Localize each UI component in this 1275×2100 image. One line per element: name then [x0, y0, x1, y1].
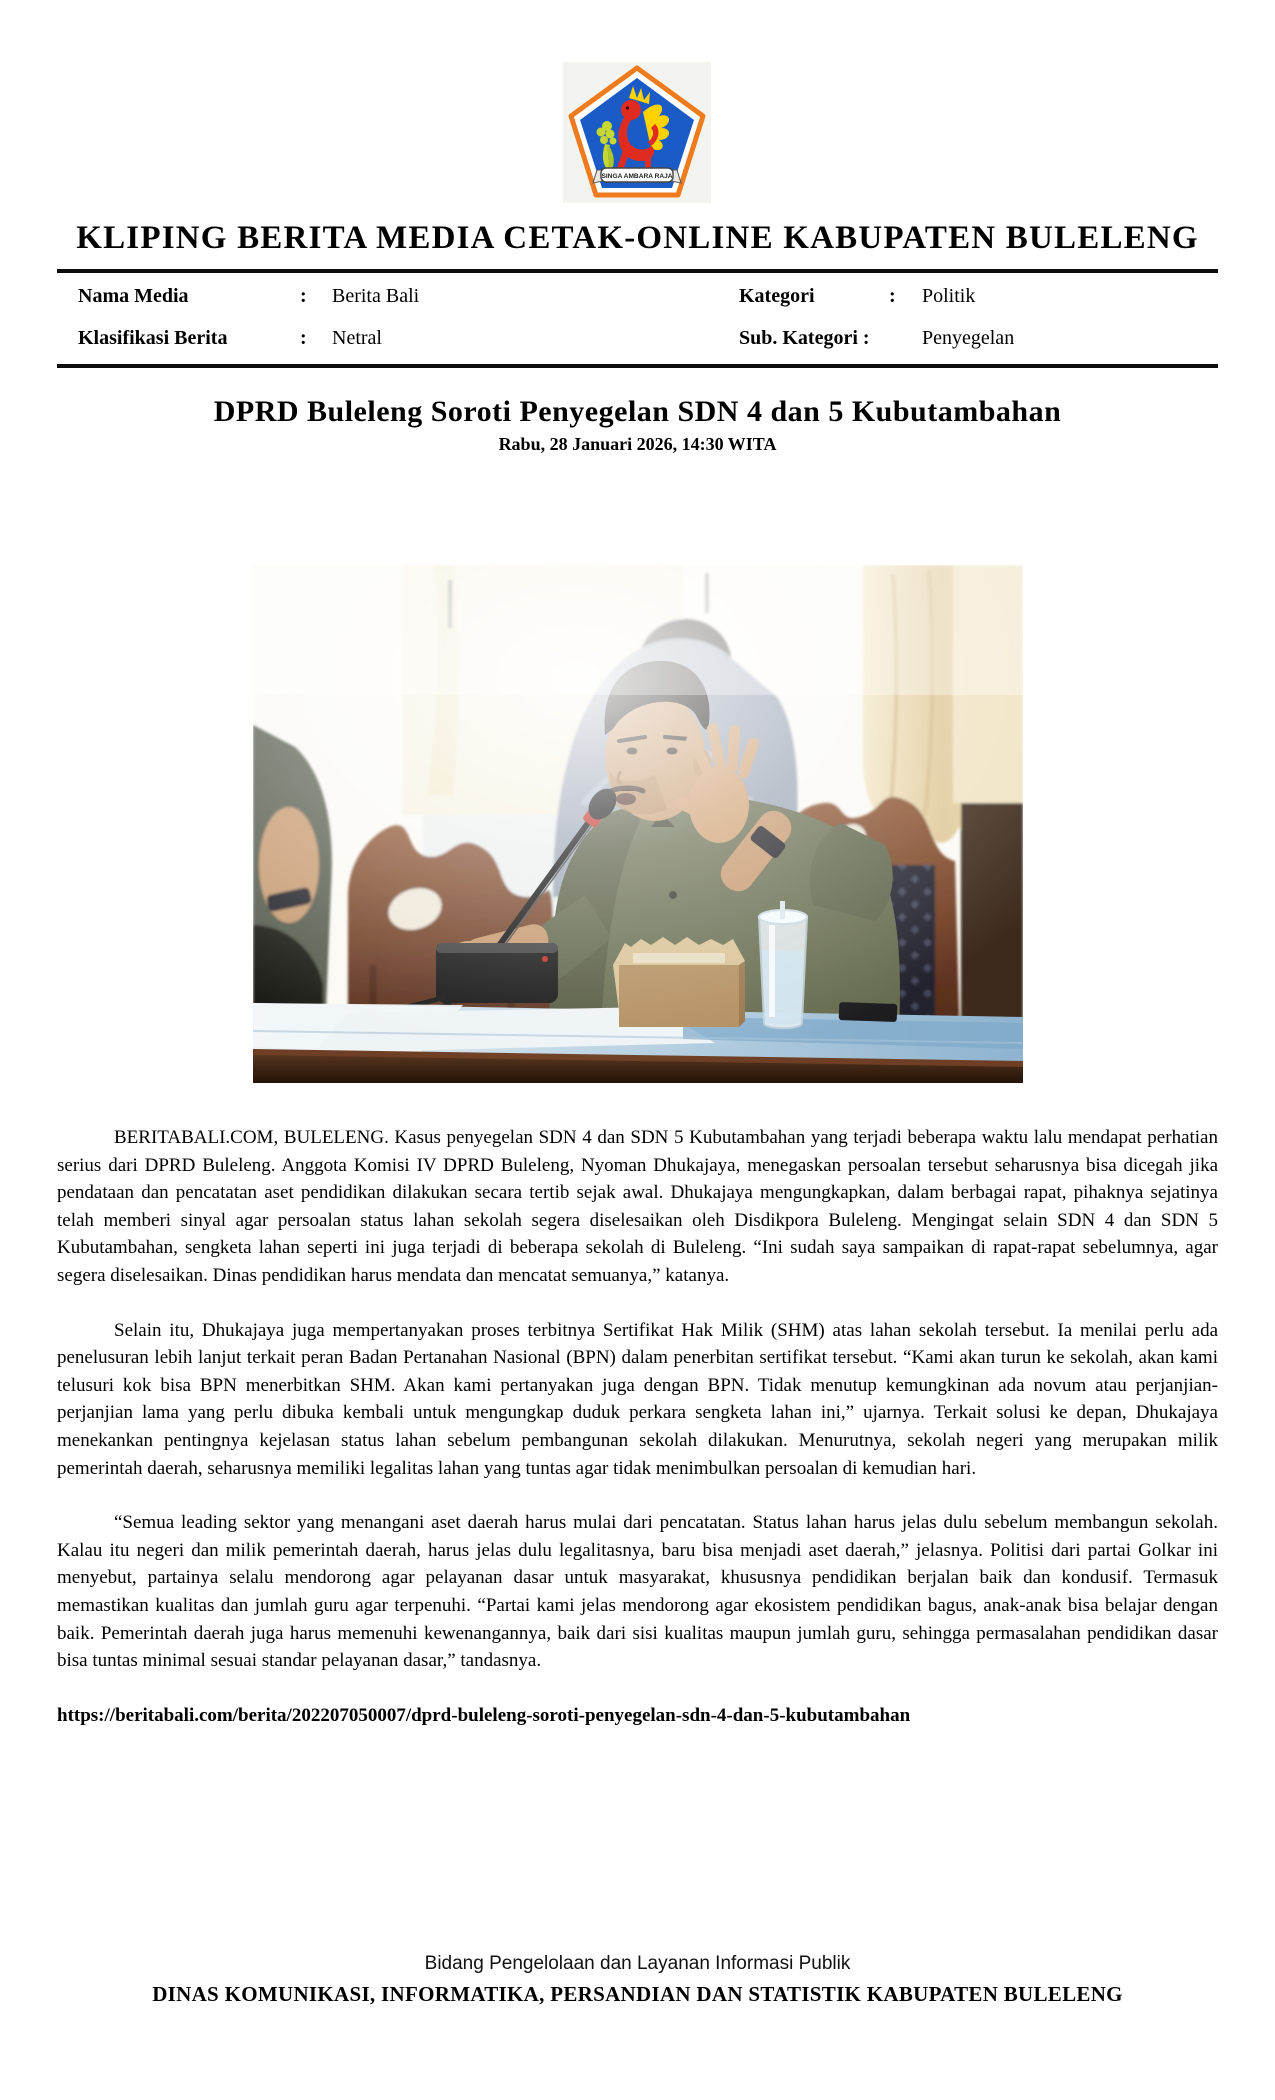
kategori-colon: :	[889, 285, 896, 307]
kategori-value: Politik	[922, 285, 976, 307]
article-paragraph: Selain itu, Dhukajaya juga mempertanyakan proses terbitnya Sertifikat Hak Milik (SHM) atas lahan sekolah tersebut. Ia menilai perlu ada penelusuran lebih lanjut terkait peran Badan Pertanahan Nasional (BPN) dalam penerbitan sertifikat tersebut. “Kami akan turun ke sekolah, akan kami telusuri kok bisa BPN menerbitkan SHM. Akan kami pertanyakan juga dengan BPN. Tidak menutup kemungkinan ada novum atau perjanjian-perjanjian lama yang perlu dibuka kembali untuk mengungkap duduk perkara sengketa lahan ini,” ujarnya. Terkait solusi ke depan, Dhukajaya menekankan pentingnya kejelasan status lahan sebelum pembangunan sekolah dilakukan. Menurutnya, sekolah negeri yang merupakan milik pemerintah daerah, seharusnya memiliki legalitas lahan yang tuntas agar tidak menimbulkan persoalan di kemudian hari.	[57, 1319, 1218, 1479]
divider-meta-bottom	[57, 364, 1218, 368]
article-body	[57, 1124, 1218, 1729]
logo-banner-text: SINGA AMBARA RAJA	[601, 173, 673, 180]
article-datetime: Rabu, 28 Januari 2026, 14:30 WITA	[498, 434, 777, 454]
article-paragraph: BERITABALI.COM, BULELENG. Kasus penyegelan SDN 4 dan SDN 5 Kubutambahan yang terjadi beberapa waktu lalu mendapat perhatian serius dari DPRD Buleleng. Anggota Komisi IV DPRD Buleleng, Nyoman Dhukajaya, menegaskan persoalan tersebut seharusnya bisa dicegah jika pendataan dan pencatatan aset pendidikan dilakukan secara tertib sejak awal. Dhukajaya mengungkapkan, dalam berbagai rapat, pihaknya sejatinya telah memberi sinyal agar persoalan status lahan sekolah segera diselesaikan oleh Disdikpora Buleleng. Mengingat selain SDN 4 dan SDN 5 Kubutambahan, sengketa lahan seperti ini juga terjadi di beberapa sekolah di Buleleng. “Ini sudah saya sampaikan di rapat-rapat sebelumnya, agar segera diselesaikan. Dinas pendidikan harus mendata dan mencatat semuanya,” katanya.	[57, 1127, 1218, 1286]
nama-media-label: Nama Media	[78, 285, 189, 307]
sub-kategori-value: Penyegelan	[922, 327, 1015, 349]
klasifikasi-value: Netral	[332, 327, 382, 349]
klasifikasi-colon: :	[300, 327, 307, 349]
article-photo	[253, 565, 1023, 1083]
source-url-link[interactable]: https://beritabali.com/berita/202207050007/dprd-buleleng-soroti-penyegelan-sdn-4-dan-5-kubutambahan	[57, 1704, 911, 1726]
footer-agency-line: DINAS KOMUNIKASI, INFORMATIKA, PERSANDIAN DAN STATISTIK KABUPATEN BULELENG	[152, 1982, 1123, 2006]
logo-banner-ribbon	[593, 168, 681, 183]
kategori-label: Kategori	[739, 285, 815, 307]
document-title: KLIPING BERITA MEDIA CETAK-ONLINE KABUPATEN BULELENG	[76, 220, 1199, 256]
meeting-photo-illustration	[253, 565, 1023, 1083]
buleleng-regency-logo	[563, 62, 711, 203]
singa-ambara-raja-emblem-icon	[563, 62, 711, 203]
nama-media-colon: :	[300, 285, 307, 307]
nama-media-value: Berita Bali	[332, 285, 420, 307]
footer-division-line: Bidang Pengelolaan dan Layanan Informasi Publik	[424, 1953, 851, 1974]
divider-top	[57, 269, 1218, 273]
article-title: DPRD Buleleng Soroti Penyegelan SDN 4 dan 5 Kubutambahan	[213, 395, 1062, 428]
sub-kategori-label: Sub. Kategori :	[739, 327, 870, 349]
article-paragraph: “Semua leading sektor yang menangani aset daerah harus mulai dari pencatatan. Status lahan harus jelas dulu sebelum membangun sekolah. Kalau itu negeri dan milik pemerintah daerah, harus jelas dulu legalitasnya, baru bisa menjadi aset daerah,” jelasnya. Politisi dari partai Golkar ini menyebut, partainya selalu mendorong agar pelayanan dasar untuk masyarakat, khususnya pendidikan berjalan baik dan kondusif. Termasuk memastikan kualitas dan jumlah guru agar terpenuhi. “Partai kami jelas mendorong agar ekosistem pendidikan bagus, anak-anak bisa belajar dengan baik. Pemerintah daerah juga harus memenuhi kewenangannya, baik dari sisi kualitas maupun jumlah guru, sehingga permasalahan pendidikan dasar bisa tuntas minimal sesuai standar pelayanan dasar,” tandasnya.	[57, 1512, 1218, 1672]
klasifikasi-label: Klasifikasi Berita	[78, 327, 228, 349]
